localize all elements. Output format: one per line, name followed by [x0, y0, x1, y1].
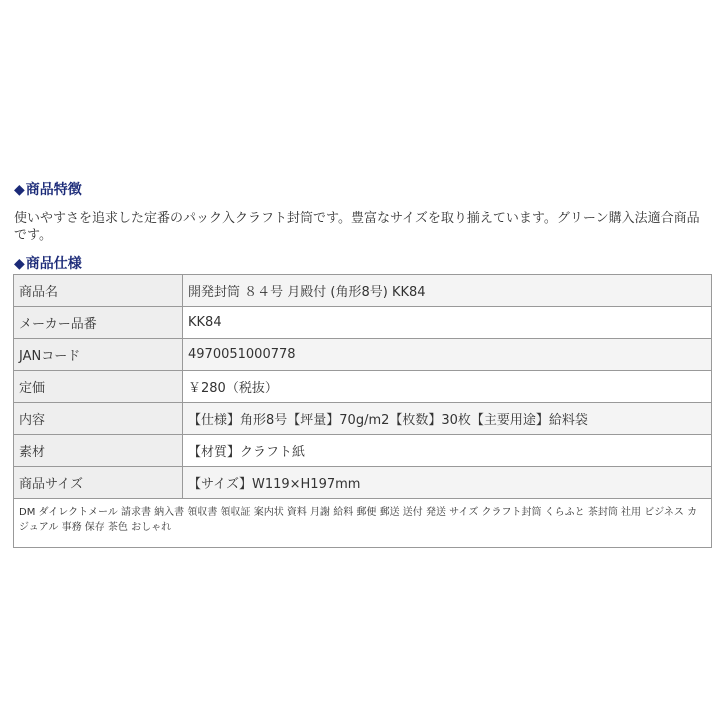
spec-label: 商品名 — [14, 275, 183, 307]
diamond-icon: ◆ — [14, 256, 25, 272]
spec-row-maker-part-number — [14, 307, 712, 339]
spec-value: 【サイズ】W119×H197mm — [183, 467, 712, 499]
features-description: 使いやすさを追求した定番のパック入クラフト封筒です。豊富なサイズを取り揃えています。グリーン購入法適合商品です。 — [14, 211, 700, 243]
spec-row-list-price — [14, 371, 712, 403]
spec-label: メーカー品番 — [14, 307, 183, 339]
spec-value: 開発封筒 ８４号 月殿付 (角形8号) KK84 — [183, 275, 712, 307]
features-heading — [13, 181, 712, 199]
spec-label: 素材 — [14, 435, 183, 467]
spec-value: 4970051000778 — [183, 339, 712, 371]
spec-value: 【材質】クラフト紙 — [183, 435, 712, 467]
spec-label: 定価 — [14, 371, 183, 403]
spec-row-jan-code — [14, 339, 712, 371]
spec-row-product-size — [14, 467, 712, 499]
spec-label: 内容 — [14, 403, 183, 435]
product-description-content — [13, 181, 712, 548]
spec-row-tags — [14, 499, 712, 548]
spec-row-material — [14, 435, 712, 467]
spec-value: 【仕様】角形8号【坪量】70g/m2【枚数】30枚【主要用途】給料袋 — [183, 403, 712, 435]
specs-heading — [13, 255, 712, 273]
spec-value: KK84 — [183, 307, 712, 339]
spec-table — [13, 274, 712, 548]
spec-value: ￥280（税抜） — [183, 371, 712, 403]
spec-row-product-name — [14, 275, 712, 307]
spec-label: JANコード — [14, 339, 183, 371]
spec-row-contents — [14, 403, 712, 435]
spec-label: 商品サイズ — [14, 467, 183, 499]
specs-heading-title: 商品仕様 — [25, 256, 82, 272]
features-heading-title: 商品特徴 — [25, 182, 82, 198]
search-tags: DM ダイレクトメール 請求書 納入書 領収書 領収証 案内状 資料 月謝 給料 郵便 郵送 送付 発送 サイズ クラフト封筒 くらふと 茶封筒 社用 ビジネス カジュアル 事務 保存 茶色 おしゃれ — [14, 499, 712, 548]
diamond-icon: ◆ — [14, 182, 25, 198]
